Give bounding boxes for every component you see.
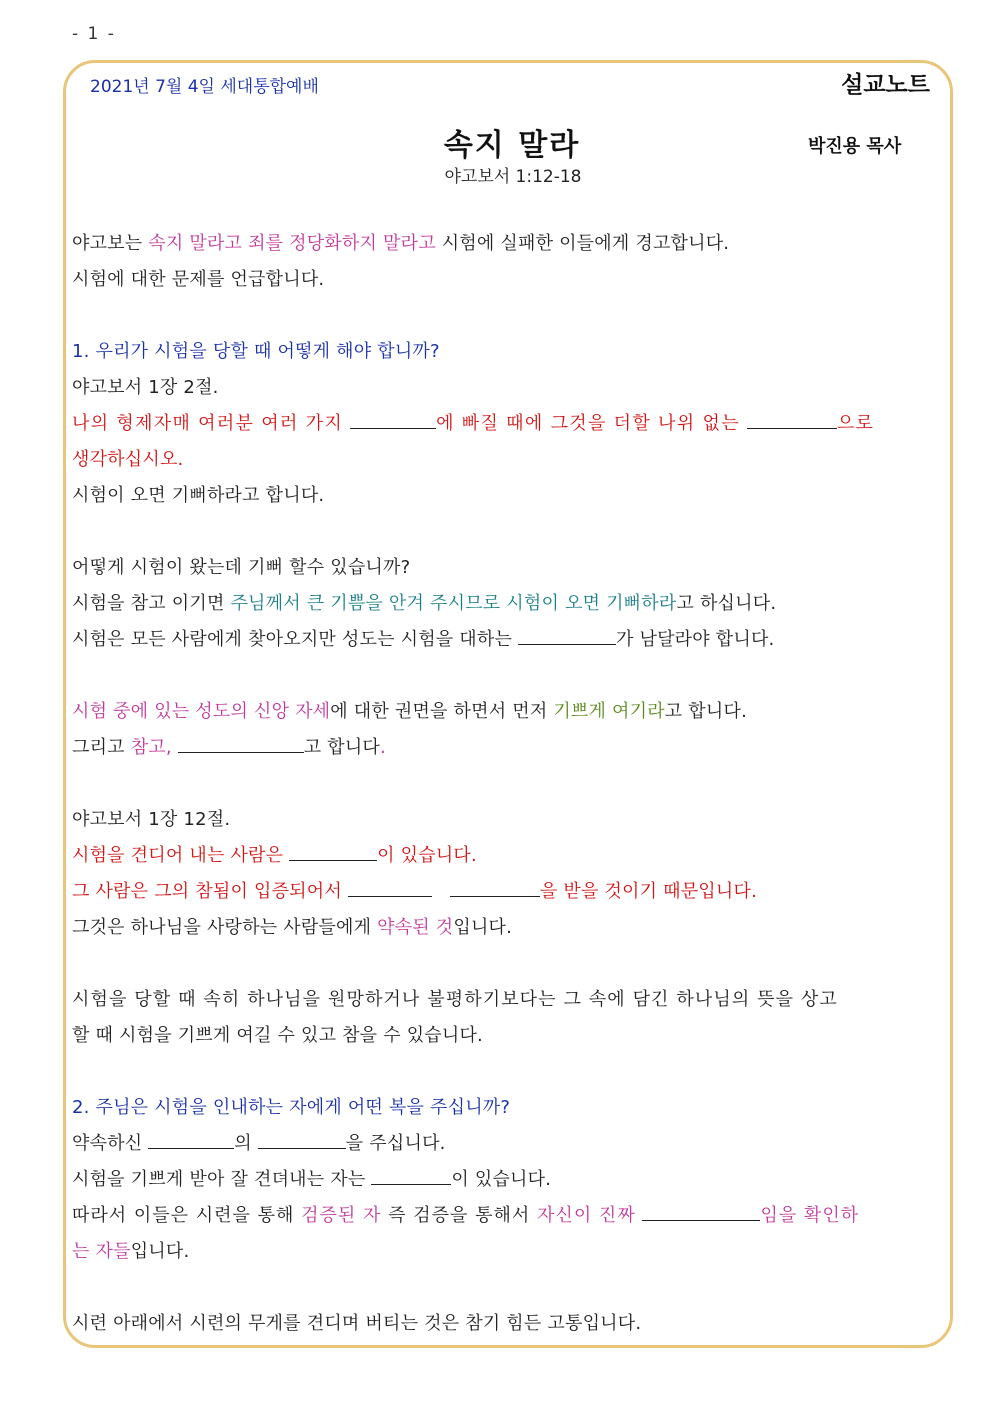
- verse-12-line-2: [72, 880, 947, 904]
- verse-2-line-1: [72, 412, 947, 436]
- text: 이 있습니다.: [451, 1169, 552, 1190]
- statement-1: 시험이 오면 기뻐하라고 합니다.: [72, 485, 325, 506]
- statement-9: 시련 아래에서 시련의 무게를 견디며 버티는 것은 참기 힘든 고통입니다.: [72, 1313, 642, 1334]
- verse-12-line-1: [72, 844, 947, 868]
- text: 따라서 이들은 시련을 통해: [72, 1205, 302, 1226]
- highlight: .: [380, 737, 386, 758]
- highlight: 임을 확인하: [760, 1205, 860, 1226]
- highlight: 시험 중에 있는 성도의 신앙 자세: [72, 701, 331, 722]
- text: 그리고: [72, 737, 131, 758]
- statement-5: [72, 700, 947, 724]
- text: 고 하십니다.: [676, 593, 777, 614]
- sermon-title: 속지 말라: [443, 128, 581, 163]
- fill-blank: [747, 414, 837, 429]
- text: 고 합니다.: [664, 701, 747, 722]
- fill-blank: [289, 846, 377, 861]
- text: 시험을 견디어 내는 사람은: [72, 845, 290, 866]
- fill-blank: [642, 1206, 760, 1221]
- statement-3: [72, 592, 947, 616]
- answer-2: [72, 1168, 947, 1192]
- service-date: 2021년 7월 4일 세대통합예배: [90, 77, 319, 97]
- fill-blank: [371, 1170, 451, 1185]
- text: 고 합니다: [303, 737, 380, 758]
- highlight: 참고,: [130, 737, 178, 758]
- highlight: 속지 말라고 죄를 정당화하지 말라고: [148, 233, 436, 254]
- text: 즉 검증을 통해서: [381, 1205, 538, 1226]
- text: 시험에 실패한 이들에게 경고합니다.: [435, 233, 730, 254]
- text: 그것은 하나님을 사랑하는 사람들에게: [72, 917, 378, 938]
- intro-line-2: 시험에 대한 문제를 언급합니다.: [72, 269, 325, 290]
- text: 야고보는: [72, 233, 149, 254]
- statement-8-line-1: 시험을 당할 때 속히 하나님을 원망하거나 불평하기보다는 그 속에 담긴 하나님의 뜻을 상고: [72, 989, 838, 1010]
- text: 시험은 모든 사람에게 찾아오지만 성도는 시험을 대하는: [72, 629, 518, 650]
- text: 의: [234, 1133, 258, 1154]
- fill-blank: [148, 1134, 234, 1149]
- intro-line-1: [72, 232, 947, 256]
- pastor-name: 박진용 목사: [808, 136, 902, 157]
- reference-1: 야고보서 1장 2절.: [72, 377, 219, 398]
- highlight: 는 자들: [72, 1241, 131, 1262]
- text: 약속하신: [72, 1133, 149, 1154]
- text: 그 사람은 그의 참됨이 입증되어서: [72, 881, 348, 902]
- text: 으로: [836, 413, 875, 434]
- answer-4: [72, 1240, 947, 1264]
- verse-2-line-2: 생각하십시오.: [72, 449, 184, 470]
- question-2: 2. 주님은 시험을 인내하는 자에게 어떤 복을 주십니까?: [72, 1097, 511, 1118]
- text: 시험을 기쁘게 받아 잘 견뎌내는 자는: [72, 1169, 372, 1190]
- fill-blank: [450, 882, 540, 897]
- highlight: 자신이 진짜: [537, 1205, 643, 1226]
- scripture-reference: 야고보서 1:12-18: [444, 167, 582, 187]
- fill-blank: [178, 738, 304, 753]
- fill-blank: [348, 882, 432, 897]
- highlight: 기쁘게 여기라: [553, 701, 665, 722]
- fill-blank: [350, 414, 436, 429]
- reference-2: 야고보서 1장 12절.: [72, 809, 231, 830]
- question-1: 1. 우리가 시험을 당할 때 어떻게 해야 합니까?: [72, 341, 440, 362]
- highlight: 주님께서 큰 기쁨을 안겨 주시므로 시험이 오면 기뻐하라: [230, 593, 677, 614]
- statement-7: [72, 916, 947, 940]
- text: 시험을 참고 이기면: [72, 593, 231, 614]
- text: 가 남달라야 합니다.: [615, 629, 775, 650]
- text: 입니다.: [130, 1241, 190, 1262]
- statement-6: [72, 736, 947, 760]
- text: 입니다.: [453, 917, 513, 938]
- statement-2: 어떻게 시험이 왔는데 기뻐 할수 있습니까?: [72, 557, 411, 578]
- fill-blank: [258, 1134, 346, 1149]
- statement-8-line-2: 할 때 시험을 기쁘게 여길 수 있고 참을 수 있습니다.: [72, 1025, 483, 1046]
- highlight: 약속된 것: [377, 917, 454, 938]
- text: 나의 형제자매 여러분 여러 가지: [72, 413, 351, 434]
- text: 에 대한 권면을 하면서 먼저: [330, 701, 554, 722]
- answer-3: [72, 1204, 947, 1228]
- answer-1: [72, 1132, 947, 1156]
- fill-blank: [518, 630, 616, 645]
- highlight: 검증된 자: [301, 1205, 382, 1226]
- text: 을 받을 것이기 때문입니다.: [539, 881, 757, 902]
- page-number: - 1 -: [72, 24, 116, 44]
- note-label: 설교노트: [841, 72, 930, 98]
- text: 이 있습니다.: [377, 845, 477, 866]
- statement-4: [72, 628, 947, 652]
- text: 에 빠질 때에 그것을 더할 나위 없는: [436, 413, 747, 434]
- text: 을 주십니다.: [345, 1133, 446, 1154]
